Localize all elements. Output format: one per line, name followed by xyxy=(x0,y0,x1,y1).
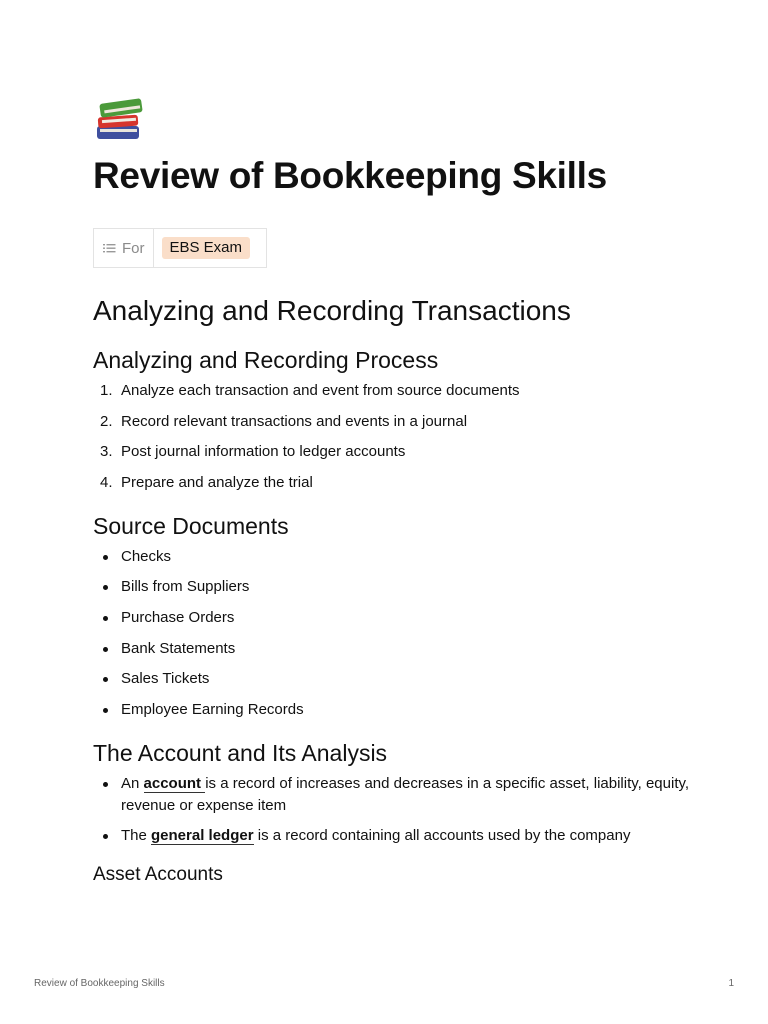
list-item: Bills from Suppliers xyxy=(93,576,693,598)
list-item: The general ledger is a record containing all accounts used by the company xyxy=(93,825,693,847)
books-icon xyxy=(94,96,146,144)
list-item: Checks xyxy=(93,546,693,568)
source-documents-heading: Source Documents xyxy=(93,512,289,539)
list-item: 1. Analyze each transaction and event from source documents xyxy=(100,382,520,399)
list-item: An account is a record of increases and decreases in a specific asset, liability, equity, revenue or expense item xyxy=(93,773,693,817)
list-item: Purchase Orders xyxy=(93,607,693,629)
account-analysis-heading: The Account and Its Analysis xyxy=(93,739,388,766)
general-ledger-term-link[interactable]: general ledger xyxy=(151,827,254,845)
list-icon xyxy=(103,243,116,253)
property-row-for[interactable] xyxy=(93,228,267,268)
list-item: Employee Earning Records xyxy=(93,699,693,721)
list-item: 2. Record relevant transactions and events in a journal xyxy=(100,412,468,430)
account-term-link[interactable]: account xyxy=(143,774,206,792)
property-value[interactable] xyxy=(154,229,267,267)
account-analysis-list xyxy=(93,773,693,848)
list-item: 4. Prepare and analyze the trial xyxy=(100,473,313,491)
ebs-exam-tag[interactable]: EBS Exam xyxy=(162,237,251,259)
footer-document-title: Review of Bookkeeping Skills xyxy=(34,978,165,989)
property-name xyxy=(94,229,154,267)
property-name-label: For xyxy=(122,239,145,257)
asset-accounts-heading: Asset Accounts xyxy=(93,864,223,886)
footer-page-number: 1 xyxy=(728,978,734,989)
process-list xyxy=(93,380,693,494)
section-heading: Analyzing and Recording Transactions xyxy=(93,295,571,326)
process-heading: Analyzing and Recording Process xyxy=(93,347,439,373)
source-documents-list xyxy=(93,546,693,721)
list-item: Sales Tickets xyxy=(93,668,693,690)
list-item: Bank Statements xyxy=(93,638,693,660)
page-title: Review of Bookkeeping Skills xyxy=(93,155,607,196)
document-page xyxy=(93,96,693,887)
list-item: 3. Post journal information to ledger accounts xyxy=(100,443,406,461)
